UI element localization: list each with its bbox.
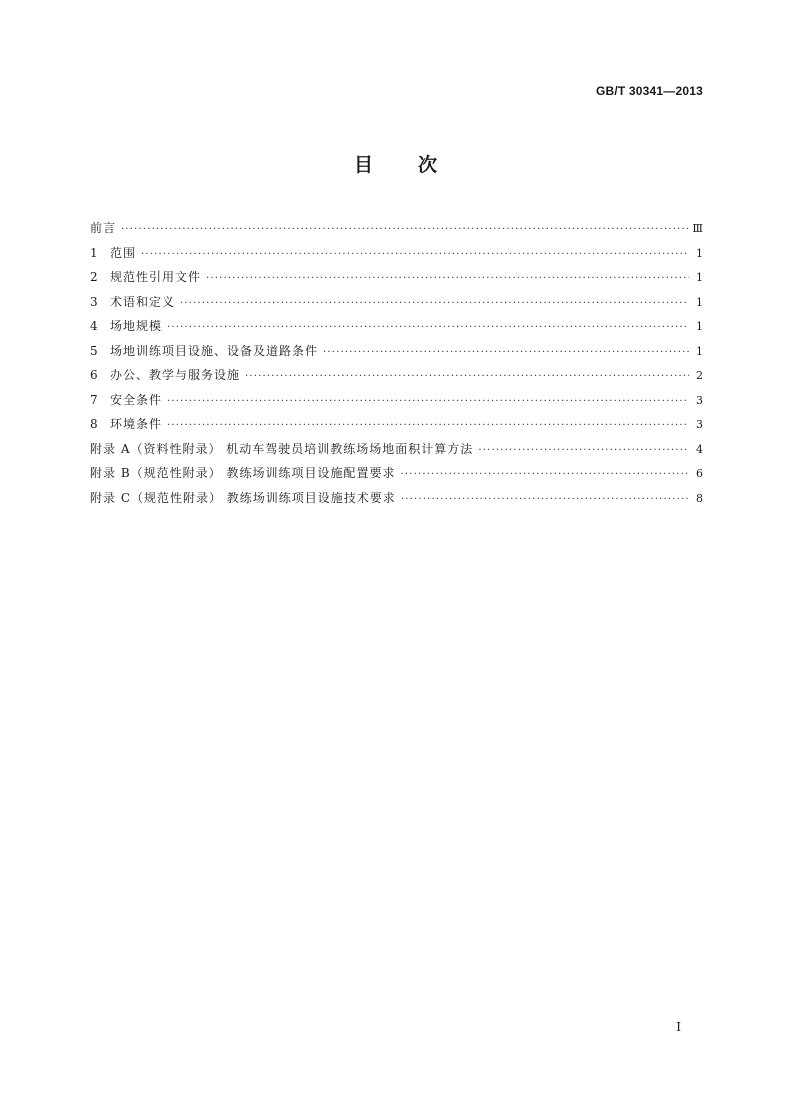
toc-entry-label: 附录 C（规范性附录） 教练场训练项目设施技术要求 [90, 490, 396, 505]
toc-entry-environment[interactable] [90, 412, 703, 437]
toc-entry-normative-references[interactable] [90, 265, 703, 290]
toc-entry-page: 1 [696, 295, 703, 309]
toc-entry-number: 7 [90, 392, 98, 407]
toc-entry-scope[interactable] [90, 241, 703, 266]
toc-entry-label: 办公、教学与服务设施 [110, 368, 241, 382]
toc-entry-page: 1 [696, 271, 703, 284]
toc-entry-number: 5 [90, 343, 98, 358]
toc-entry-foreword[interactable] [90, 216, 703, 241]
toc-entry-page: 4 [696, 442, 703, 456]
dot-leader [478, 439, 689, 464]
toc-entry-page: 8 [696, 491, 703, 505]
toc-entry-page: 3 [696, 418, 703, 431]
toc-entry-training-facilities[interactable] [90, 339, 703, 364]
dot-leader [400, 463, 689, 488]
toc-entry-page: 1 [696, 320, 703, 333]
toc-entry-site-scale[interactable] [90, 314, 703, 339]
dot-leader [141, 243, 689, 268]
toc-entry-page: Ⅲ [692, 222, 703, 235]
toc-entry-label: 规范性引用文件 [110, 270, 202, 284]
page-title [0, 150, 792, 177]
toc-entry-page: 1 [696, 344, 703, 358]
toc-entry-number: 6 [90, 368, 98, 382]
toc-entry-label: 环境条件 [110, 417, 163, 431]
toc-entry-office-teaching[interactable] [90, 363, 703, 388]
page-number: I [676, 1020, 681, 1034]
toc-entry-label: 前言 [90, 221, 117, 235]
toc-entry-label: 术语和定义 [110, 294, 176, 309]
toc-entry-page: 3 [696, 393, 703, 407]
dot-leader [167, 414, 689, 439]
toc-entry-safety[interactable] [90, 388, 703, 413]
dot-leader [401, 488, 689, 513]
toc-entry-number: 1 [90, 245, 98, 260]
toc-entry-page: 2 [696, 369, 703, 382]
dot-leader [323, 341, 689, 366]
toc-entry-number: 2 [90, 270, 98, 284]
toc-entry-number: 8 [90, 417, 98, 431]
toc-entry-appendix-b[interactable] [90, 461, 703, 486]
dot-leader [167, 316, 689, 341]
toc-entry-appendix-c[interactable] [90, 486, 703, 511]
toc-entry-number: 4 [90, 319, 98, 333]
toc-entry-label: 附录 A（资料性附录） 机动车驾驶员培训教练场场地面积计算方法 [90, 441, 474, 456]
table-of-contents [90, 216, 703, 510]
toc-entry-page: 6 [696, 467, 703, 480]
toc-entry-number: 3 [90, 294, 98, 309]
dot-leader [121, 218, 688, 243]
dot-leader [167, 390, 689, 415]
title-part-2: 次 [418, 154, 439, 176]
title-part-1: 目 [353, 154, 374, 176]
toc-entry-label: 范围 [110, 245, 137, 260]
toc-entry-page: 1 [696, 246, 703, 260]
toc-entry-label: 附录 B（规范性附录） 教练场训练项目设施配置要求 [90, 466, 396, 480]
dot-leader [245, 365, 689, 390]
toc-entry-label: 场地训练项目设施、设备及道路条件 [110, 343, 319, 358]
toc-entry-label: 场地规模 [110, 319, 163, 333]
dot-leader [206, 267, 689, 292]
toc-entry-label: 安全条件 [110, 392, 163, 407]
toc-entry-appendix-a[interactable] [90, 437, 703, 462]
standard-number: GB/T 30341—2013 [595, 84, 703, 98]
dot-leader [180, 292, 689, 317]
toc-entry-terms-definitions[interactable] [90, 290, 703, 315]
